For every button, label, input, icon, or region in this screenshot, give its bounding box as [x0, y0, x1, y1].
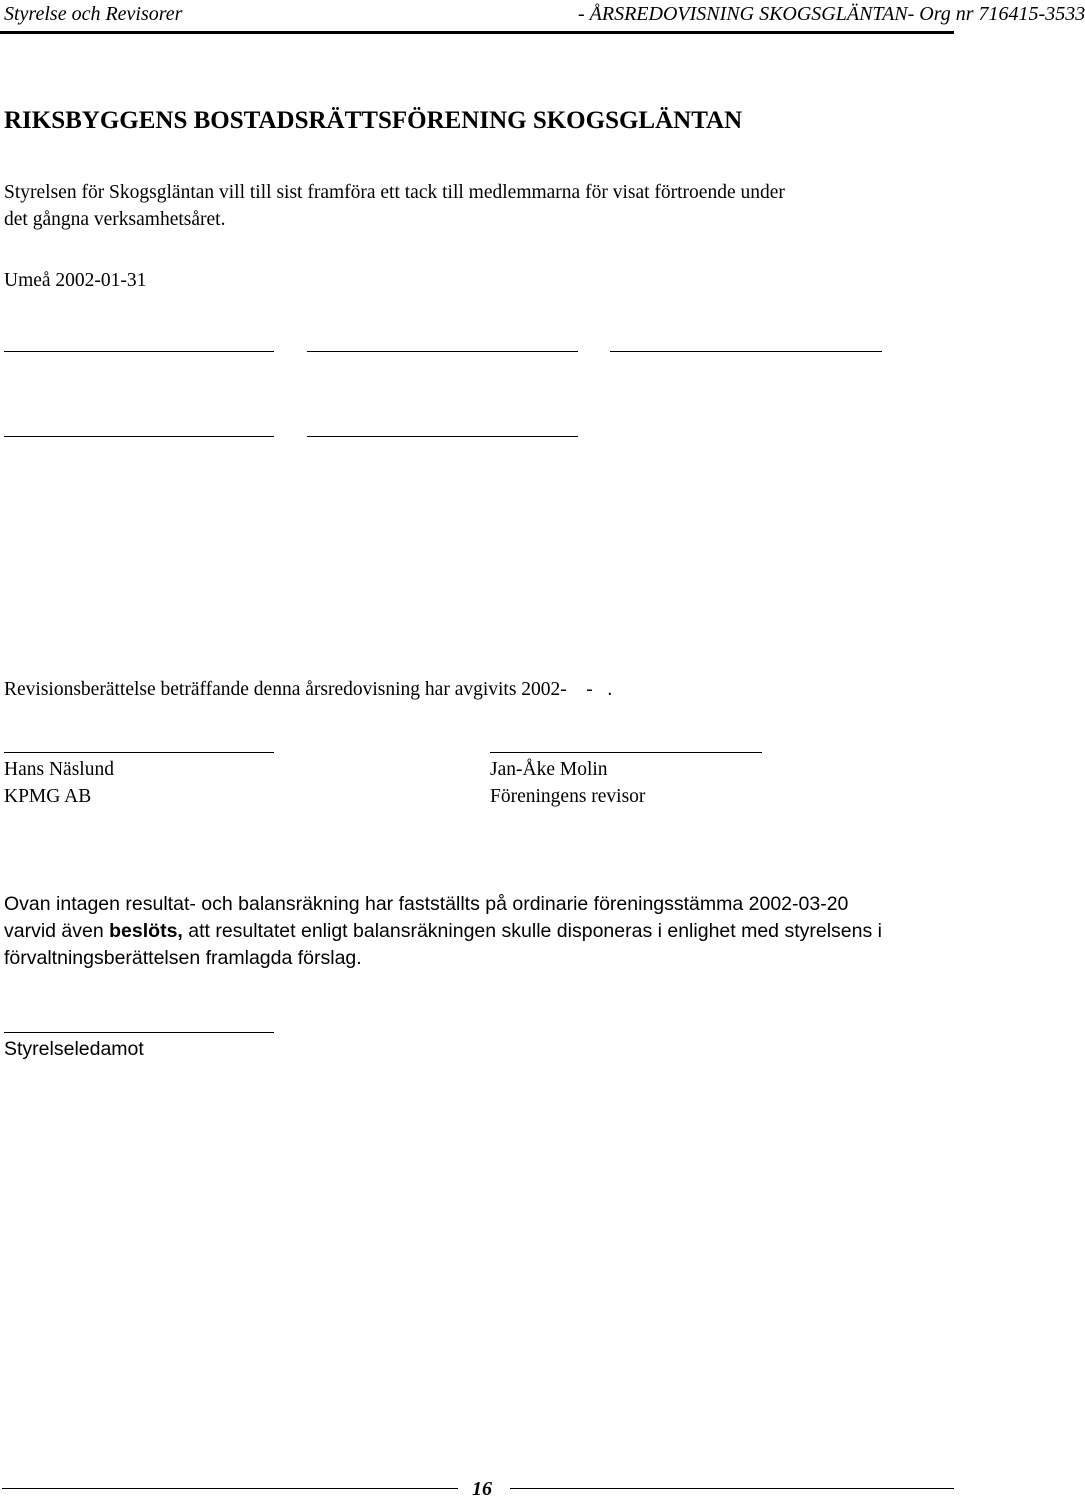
page-number: 16 [472, 1478, 492, 1500]
auditor-2-name: Jan-Åke Molin [490, 759, 608, 780]
signature-line [490, 752, 762, 753]
adoption-line-2-pre: varvid även [4, 920, 110, 942]
board-member-label: Styrelseledamot [4, 1038, 144, 1060]
adoption-resolved: beslöts, [109, 920, 183, 942]
audit-statement: Revisionsberättelse beträffande denna årsredovisning har avgivits 2002- - . [4, 679, 613, 700]
thanks-line-2: det gångna verksamhetsåret. [4, 209, 226, 230]
signature-line [4, 436, 274, 437]
auditor-2-org: Föreningens revisor [490, 786, 646, 807]
auditor-1-name: Hans Näslund [4, 759, 114, 780]
signature-line [307, 436, 578, 437]
thanks-line-1: Styrelsen för Skogsgläntan vill till sist framföra ett tack till medlemmarna för visat förtroende under [4, 182, 785, 203]
signature-line [307, 351, 578, 352]
adoption-line-1: Ovan intagen resultat- och balansräkning har fastställts på ordinarie föreningsstämma 2002-03-20 [4, 893, 849, 915]
adoption-line-3: förvaltningsberättelsen framlagda förslag. [4, 947, 362, 969]
footer-rule-left [2, 1488, 458, 1489]
header-left: Styrelse och Revisorer [4, 3, 183, 25]
signature-line [4, 1032, 274, 1033]
document-title: RIKSBYGGENS BOSTADSRÄTTSFÖRENING SKOGSGLÄNTAN [4, 107, 743, 134]
signature-line [4, 351, 274, 352]
place-date: Umeå 2002-01-31 [4, 270, 147, 291]
footer-rule-right [510, 1488, 954, 1489]
adoption-line-2 [4, 918, 882, 945]
signature-line [4, 752, 274, 753]
signature-line [610, 351, 882, 352]
header-right: - ÅRSREDOVISNING SKOGSGLÄNTAN- Org nr 716415-3533 [578, 3, 1085, 25]
header-rule [0, 31, 954, 34]
adoption-line-2-post: att resultatet enligt balansräkningen skulle disponeras i enlighet med styrelsens i [182, 920, 882, 942]
auditor-1-org: KPMG AB [4, 786, 92, 807]
